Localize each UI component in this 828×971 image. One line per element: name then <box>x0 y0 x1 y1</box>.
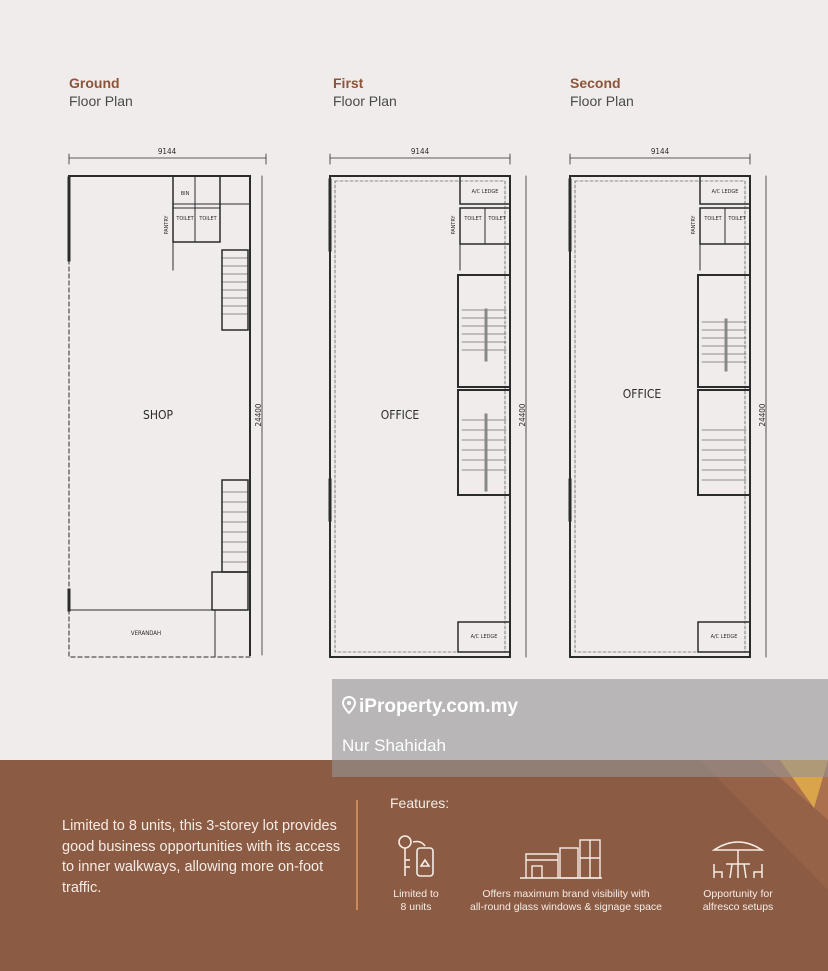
plan-subtitle: Floor Plan <box>570 93 634 109</box>
features-footer <box>0 760 828 971</box>
feature-line2: alfresco setups <box>702 901 774 913</box>
plan-title: Ground <box>69 75 120 91</box>
ground-height-dim: 24400 <box>254 403 263 427</box>
footer-divider <box>356 800 358 910</box>
first-pantry-label: PANTRY <box>451 215 457 235</box>
ground-pantry-label: PANTRY <box>164 215 170 235</box>
first-ledge-label: A/C LEDGE <box>470 634 498 640</box>
watermark-overlay <box>332 679 828 777</box>
first-ledge-label: A/C LEDGE <box>471 189 499 195</box>
feature-item <box>461 888 671 914</box>
key-tag-icon <box>393 832 441 882</box>
second-toilet-label: TOILET <box>704 216 722 222</box>
watermark-agent: Nur Shahidah <box>342 736 446 755</box>
second-ledge-label: A/C LEDGE <box>710 634 738 640</box>
feature-item <box>688 888 788 914</box>
first-toilet-label: TOILET <box>488 216 506 222</box>
second-pantry-label: PANTRY <box>691 215 697 235</box>
ground-width-dim: 9144 <box>157 147 177 156</box>
second-floor-plan <box>570 154 766 657</box>
first-height-dim: 24400 <box>518 403 527 427</box>
ground-verandah-label: VERANDAH <box>130 630 162 637</box>
feature-item <box>376 888 456 914</box>
second-height-dim: 24400 <box>758 403 767 427</box>
feature-line1: Limited to <box>393 888 439 900</box>
location-pin-icon <box>342 696 356 714</box>
footer-description: Limited to 8 units, this 3-storey lot provides good business opportunities with its access to inner walkways, allowing more on-foot traffic. <box>62 818 341 896</box>
first-width-dim: 9144 <box>410 147 430 156</box>
first-room-label: OFFICE <box>380 408 420 422</box>
watermark-site <box>342 696 518 718</box>
second-ledge-label: A/C LEDGE <box>711 189 739 195</box>
second-width-dim: 9144 <box>650 147 670 156</box>
ground-toilet-label: TOILET <box>199 216 217 222</box>
watermark-site-text: iProperty.com.my <box>359 696 519 717</box>
plan-title: First <box>333 75 364 91</box>
umbrella-table-icon <box>710 836 766 882</box>
feature-line2: all-round glass windows & signage space <box>469 901 663 913</box>
plan-subtitle: Floor Plan <box>333 93 397 109</box>
ground-room-label: SHOP <box>143 408 173 422</box>
feature-line1: Offers maximum brand visibility with <box>482 888 650 900</box>
shopfront-icon <box>516 838 606 880</box>
ground-toilet-label: TOILET <box>176 216 194 222</box>
second-toilet-label: TOILET <box>728 216 746 222</box>
plan-subtitle: Floor Plan <box>69 93 133 109</box>
second-room-label: OFFICE <box>622 387 662 401</box>
feature-line1: Opportunity for <box>703 888 773 900</box>
features-title: Features: <box>390 795 450 811</box>
first-floor-plan <box>330 154 526 657</box>
ground-bin-label: BIN <box>180 191 190 197</box>
feature-line2: 8 units <box>400 901 432 913</box>
plan-title: Second <box>570 75 621 91</box>
first-toilet-label: TOILET <box>464 216 482 222</box>
